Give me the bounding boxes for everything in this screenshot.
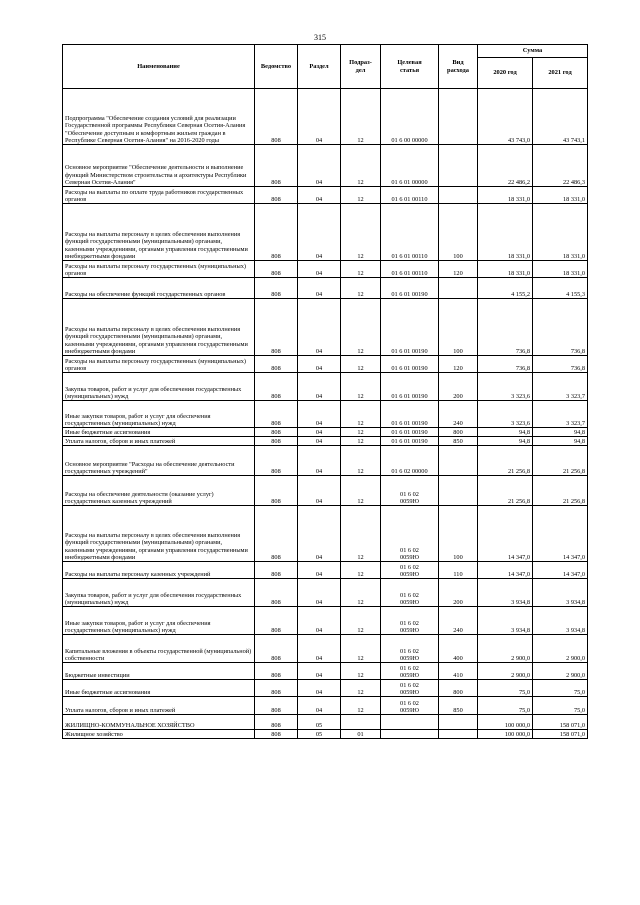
cell-sum-2020: 3 323,6 — [478, 373, 533, 401]
cell-section: 04 — [298, 204, 341, 261]
cell-department: 808 — [255, 437, 298, 446]
cell-sum-2021: 18 331,0 — [533, 261, 588, 278]
cell-name: Иные закупки товаров, работ и услуг для обеспечения государственных (муниципальных) нужд — [63, 607, 255, 635]
cell-expense-type: 850 — [439, 697, 478, 715]
cell-target-article: 01 6 00 00000 — [381, 89, 439, 145]
cell-name: Капитальные вложения в объекты государственной (муниципальной) собственности — [63, 635, 255, 663]
cell-target-article: 01 6 02 0059Ю — [381, 697, 439, 715]
cell-target-article: 01 6 01 00190 — [381, 437, 439, 446]
cell-name: Бюджетные инвестиции — [63, 663, 255, 680]
cell-section: 04 — [298, 373, 341, 401]
cell-sum-2021: 14 347,0 — [533, 562, 588, 579]
cell-expense-type: 240 — [439, 607, 478, 635]
header-sum: Сумма — [478, 45, 588, 58]
cell-subsection: 12 — [341, 437, 381, 446]
cell-subsection: 12 — [341, 204, 381, 261]
cell-section: 04 — [298, 428, 341, 437]
cell-sum-2021: 94,8 — [533, 428, 588, 437]
cell-sum-2021: 22 486,3 — [533, 145, 588, 187]
cell-department: 808 — [255, 715, 298, 730]
cell-expense-type: 100 — [439, 204, 478, 261]
cell-sum-2020: 22 486,2 — [478, 145, 533, 187]
cell-department: 808 — [255, 204, 298, 261]
cell-target-article: 01 6 01 00190 — [381, 428, 439, 437]
cell-sum-2021: 75,0 — [533, 697, 588, 715]
cell-department: 808 — [255, 187, 298, 204]
cell-department: 808 — [255, 476, 298, 506]
cell-target-article: 01 6 01 00110 — [381, 187, 439, 204]
header-expense-type: Вид расхода — [439, 45, 478, 89]
cell-name: Расходы на обеспечение функций государственных органов — [63, 278, 255, 299]
cell-expense-type: 800 — [439, 428, 478, 437]
cell-sum-2021: 14 347,0 — [533, 506, 588, 562]
table-row — [63, 401, 588, 428]
cell-target-article: 01 6 01 00190 — [381, 401, 439, 428]
cell-subsection: 12 — [341, 428, 381, 437]
cell-sum-2020: 18 331,0 — [478, 204, 533, 261]
cell-subsection: 12 — [341, 356, 381, 373]
cell-department: 808 — [255, 428, 298, 437]
cell-department: 808 — [255, 579, 298, 607]
cell-subsection: 12 — [341, 401, 381, 428]
cell-target-article: 01 6 02 0059Ю — [381, 663, 439, 680]
cell-subsection — [341, 715, 381, 730]
cell-name: Основное мероприятие "Обеспечение деятельности и выполнение функций Министерством строительства и архитектуры Республики Северная Осетия-Алания" — [63, 145, 255, 187]
cell-section: 04 — [298, 145, 341, 187]
cell-sum-2020: 2 900,0 — [478, 663, 533, 680]
cell-sum-2021: 21 256,8 — [533, 476, 588, 506]
cell-sum-2021: 2 900,0 — [533, 663, 588, 680]
cell-sum-2021: 3 934,8 — [533, 607, 588, 635]
header-department: Ведомство — [255, 45, 298, 89]
cell-expense-type — [439, 278, 478, 299]
cell-sum-2020: 2 900,0 — [478, 635, 533, 663]
cell-target-article: 01 6 02 0059Ю — [381, 607, 439, 635]
header-section: Раздел — [298, 45, 341, 89]
cell-sum-2021: 736,8 — [533, 299, 588, 356]
cell-expense-type — [439, 187, 478, 204]
cell-subsection: 12 — [341, 607, 381, 635]
cell-sum-2021: 94,8 — [533, 437, 588, 446]
cell-sum-2021: 3 934,8 — [533, 579, 588, 607]
cell-target-article: 01 6 01 00000 — [381, 145, 439, 187]
cell-section: 04 — [298, 437, 341, 446]
table-row — [63, 373, 588, 401]
table-row — [63, 579, 588, 607]
cell-subsection: 12 — [341, 680, 381, 697]
cell-target-article: 01 6 01 00110 — [381, 204, 439, 261]
cell-name: ЖИЛИЩНО-КОММУНАЛЬНОЕ ХОЗЯЙСТВО — [63, 715, 255, 730]
cell-section: 04 — [298, 261, 341, 278]
cell-section: 04 — [298, 680, 341, 697]
cell-section: 04 — [298, 506, 341, 562]
cell-name: Жилищное хозяйство — [63, 730, 255, 739]
cell-section: 04 — [298, 187, 341, 204]
header-target-article: Целевая статья — [381, 45, 439, 89]
table-row — [63, 680, 588, 697]
cell-sum-2020: 18 331,0 — [478, 261, 533, 278]
cell-sum-2020: 75,0 — [478, 680, 533, 697]
cell-subsection: 12 — [341, 299, 381, 356]
cell-sum-2021: 3 323,7 — [533, 373, 588, 401]
cell-name: Закупка товаров, работ и услуг для обеспечения государственных (муниципальных) нужд — [63, 579, 255, 607]
cell-department: 808 — [255, 730, 298, 739]
cell-section: 04 — [298, 278, 341, 299]
table-row — [63, 299, 588, 356]
cell-subsection: 12 — [341, 187, 381, 204]
table-row — [63, 261, 588, 278]
cell-sum-2021: 4 155,3 — [533, 278, 588, 299]
budget-table — [62, 44, 588, 739]
cell-name: Расходы на выплаты персоналу в целях обеспечения выполнения функций государственными (муниципальными) органами, казенными учреждениями, органами управления государственными внебюджетными фондами — [63, 506, 255, 562]
cell-expense-type: 110 — [439, 562, 478, 579]
cell-sum-2020: 14 347,0 — [478, 562, 533, 579]
cell-section: 04 — [298, 356, 341, 373]
cell-target-article: 01 6 01 00190 — [381, 299, 439, 356]
cell-section: 04 — [298, 579, 341, 607]
cell-sum-2021: 3 323,7 — [533, 401, 588, 428]
cell-section: 04 — [298, 89, 341, 145]
cell-target-article: 01 6 02 0059Ю — [381, 680, 439, 697]
cell-name: Расходы на выплаты персоналу казенных учреждений — [63, 562, 255, 579]
table-row — [63, 506, 588, 562]
cell-sum-2020: 75,0 — [478, 697, 533, 715]
cell-department: 808 — [255, 680, 298, 697]
cell-sum-2020: 3 934,8 — [478, 579, 533, 607]
cell-expense-type: 200 — [439, 373, 478, 401]
cell-expense-type: 100 — [439, 506, 478, 562]
cell-expense-type — [439, 145, 478, 187]
table-row — [63, 697, 588, 715]
cell-sum-2021: 18 331,0 — [533, 204, 588, 261]
cell-sum-2020: 14 347,0 — [478, 506, 533, 562]
cell-subsection: 12 — [341, 373, 381, 401]
table-row — [63, 89, 588, 145]
cell-expense-type — [439, 446, 478, 476]
cell-expense-type: 850 — [439, 437, 478, 446]
cell-expense-type: 240 — [439, 401, 478, 428]
cell-expense-type: 200 — [439, 579, 478, 607]
cell-name: Иные бюджетные ассигнования — [63, 680, 255, 697]
cell-subsection: 12 — [341, 261, 381, 278]
cell-section: 04 — [298, 446, 341, 476]
cell-sum-2020: 21 256,8 — [478, 446, 533, 476]
table-row — [63, 476, 588, 506]
cell-section: 04 — [298, 562, 341, 579]
cell-name: Расходы на выплаты персоналу государственных (муниципальных) органов — [63, 356, 255, 373]
cell-sum-2020: 94,8 — [478, 428, 533, 437]
table-row — [63, 635, 588, 663]
cell-department: 808 — [255, 446, 298, 476]
cell-expense-type — [439, 715, 478, 730]
cell-expense-type: 100 — [439, 299, 478, 356]
table-row — [63, 145, 588, 187]
cell-sum-2021: 18 331,0 — [533, 187, 588, 204]
cell-sum-2020: 4 155,2 — [478, 278, 533, 299]
cell-section: 04 — [298, 401, 341, 428]
header-row — [63, 45, 588, 58]
cell-subsection: 12 — [341, 506, 381, 562]
cell-department: 808 — [255, 607, 298, 635]
cell-expense-type: 410 — [439, 663, 478, 680]
cell-section: 04 — [298, 299, 341, 356]
table-row — [63, 187, 588, 204]
cell-sum-2020: 100 000,0 — [478, 730, 533, 739]
cell-sum-2021: 158 071,0 — [533, 715, 588, 730]
cell-subsection: 12 — [341, 278, 381, 299]
table-row — [63, 278, 588, 299]
cell-section: 04 — [298, 663, 341, 680]
cell-target-article — [381, 715, 439, 730]
table-row — [63, 446, 588, 476]
cell-sum-2020: 3 934,8 — [478, 607, 533, 635]
cell-sum-2020: 94,8 — [478, 437, 533, 446]
table-row — [63, 730, 588, 739]
cell-sum-2021: 43 743,1 — [533, 89, 588, 145]
cell-subsection: 12 — [341, 697, 381, 715]
cell-sum-2020: 21 256,8 — [478, 476, 533, 506]
cell-subsection: 12 — [341, 663, 381, 680]
cell-sum-2021: 75,0 — [533, 680, 588, 697]
header-year-2020: 2020 год — [478, 58, 533, 89]
header-year-2021: 2021 год — [533, 58, 588, 89]
table-row — [63, 437, 588, 446]
cell-target-article: 01 6 02 00000 — [381, 446, 439, 476]
cell-name: Закупка товаров, работ и услуг для обеспечения государственных (муниципальных) нужд — [63, 373, 255, 401]
cell-sum-2020: 736,8 — [478, 299, 533, 356]
cell-name: Уплата налогов, сборов и иных платежей — [63, 437, 255, 446]
cell-section: 04 — [298, 635, 341, 663]
cell-subsection: 12 — [341, 89, 381, 145]
cell-section: 04 — [298, 476, 341, 506]
cell-department: 808 — [255, 145, 298, 187]
cell-sum-2020: 100 000,0 — [478, 715, 533, 730]
cell-subsection: 01 — [341, 730, 381, 739]
cell-subsection: 12 — [341, 635, 381, 663]
table-row — [63, 607, 588, 635]
cell-name: Расходы на выплаты по оплате труда работников государственных органов — [63, 187, 255, 204]
cell-expense-type — [439, 89, 478, 145]
cell-expense-type: 120 — [439, 261, 478, 278]
header-name: Наименование — [63, 45, 255, 89]
cell-target-article: 01 6 02 0059Ю — [381, 562, 439, 579]
cell-department: 808 — [255, 663, 298, 680]
cell-department: 808 — [255, 635, 298, 663]
table-row — [63, 428, 588, 437]
cell-name: Подпрограмма "Обеспечение создания условий для реализации Государственной программы Республики Северная Осетия-Алания "Обеспечение доступным и комфортным жильем граждан в Республике Северная Осетия-Алания" на 2016-2020 годы — [63, 89, 255, 145]
cell-name: Иные бюджетные ассигнования — [63, 428, 255, 437]
cell-sum-2020: 3 323,6 — [478, 401, 533, 428]
cell-expense-type — [439, 730, 478, 739]
cell-target-article: 01 6 01 00190 — [381, 373, 439, 401]
cell-department: 808 — [255, 356, 298, 373]
cell-sum-2021: 736,8 — [533, 356, 588, 373]
cell-section: 05 — [298, 730, 341, 739]
cell-section: 05 — [298, 715, 341, 730]
cell-department: 808 — [255, 278, 298, 299]
cell-name: Уплата налогов, сборов и иных платежей — [63, 697, 255, 715]
cell-target-article: 01 6 02 0059Ю — [381, 635, 439, 663]
cell-sum-2021: 21 256,8 — [533, 446, 588, 476]
cell-department: 808 — [255, 373, 298, 401]
table-row — [63, 204, 588, 261]
cell-department: 808 — [255, 299, 298, 356]
cell-sum-2020: 18 331,0 — [478, 187, 533, 204]
cell-name: Расходы на выплаты персоналу в целях обеспечения выполнения функций государственными (муниципальными) органами, казенными учреждениями, органами управления государственными внебюджетными фондами — [63, 299, 255, 356]
cell-department: 808 — [255, 89, 298, 145]
cell-name: Основное мероприятие "Расходы на обеспечение деятельности государственных учреждений" — [63, 446, 255, 476]
table-row — [63, 663, 588, 680]
cell-subsection: 12 — [341, 446, 381, 476]
cell-department: 808 — [255, 401, 298, 428]
cell-target-article: 01 6 01 00110 — [381, 261, 439, 278]
cell-target-article: 01 6 01 00190 — [381, 278, 439, 299]
header-subsection: Подраз- дел — [341, 45, 381, 89]
cell-target-article: 01 6 02 0059Ю — [381, 579, 439, 607]
table-row — [63, 715, 588, 730]
cell-expense-type: 120 — [439, 356, 478, 373]
table-row — [63, 562, 588, 579]
cell-sum-2021: 2 900,0 — [533, 635, 588, 663]
table-row — [63, 356, 588, 373]
cell-target-article: 01 6 02 0059Ю — [381, 476, 439, 506]
page-number: 315 — [314, 33, 326, 42]
cell-expense-type: 400 — [439, 635, 478, 663]
cell-target-article: 01 6 01 00190 — [381, 356, 439, 373]
cell-expense-type: 800 — [439, 680, 478, 697]
cell-subsection: 12 — [341, 579, 381, 607]
cell-target-article — [381, 730, 439, 739]
cell-name: Расходы на обеспечение деятельности (оказание услуг) государственных казенных учреждений — [63, 476, 255, 506]
cell-department: 808 — [255, 562, 298, 579]
cell-target-article: 01 6 02 0059Ю — [381, 506, 439, 562]
cell-name: Иные закупки товаров, работ и услуг для обеспечения государственных (муниципальных) нужд — [63, 401, 255, 428]
cell-sum-2020: 736,8 — [478, 356, 533, 373]
cell-section: 04 — [298, 607, 341, 635]
cell-section: 04 — [298, 697, 341, 715]
cell-department: 808 — [255, 506, 298, 562]
cell-subsection: 12 — [341, 476, 381, 506]
cell-sum-2021: 158 071,0 — [533, 730, 588, 739]
cell-expense-type — [439, 476, 478, 506]
cell-name: Расходы на выплаты персоналу в целях обеспечения выполнения функций государственными (муниципальными) органами, казенными учреждениями, органами управления государственными внебюджетными фондами — [63, 204, 255, 261]
cell-department: 808 — [255, 261, 298, 278]
cell-sum-2020: 43 743,0 — [478, 89, 533, 145]
cell-subsection: 12 — [341, 562, 381, 579]
cell-department: 808 — [255, 697, 298, 715]
cell-name: Расходы на выплаты персоналу государственных (муниципальных) органов — [63, 261, 255, 278]
cell-subsection: 12 — [341, 145, 381, 187]
